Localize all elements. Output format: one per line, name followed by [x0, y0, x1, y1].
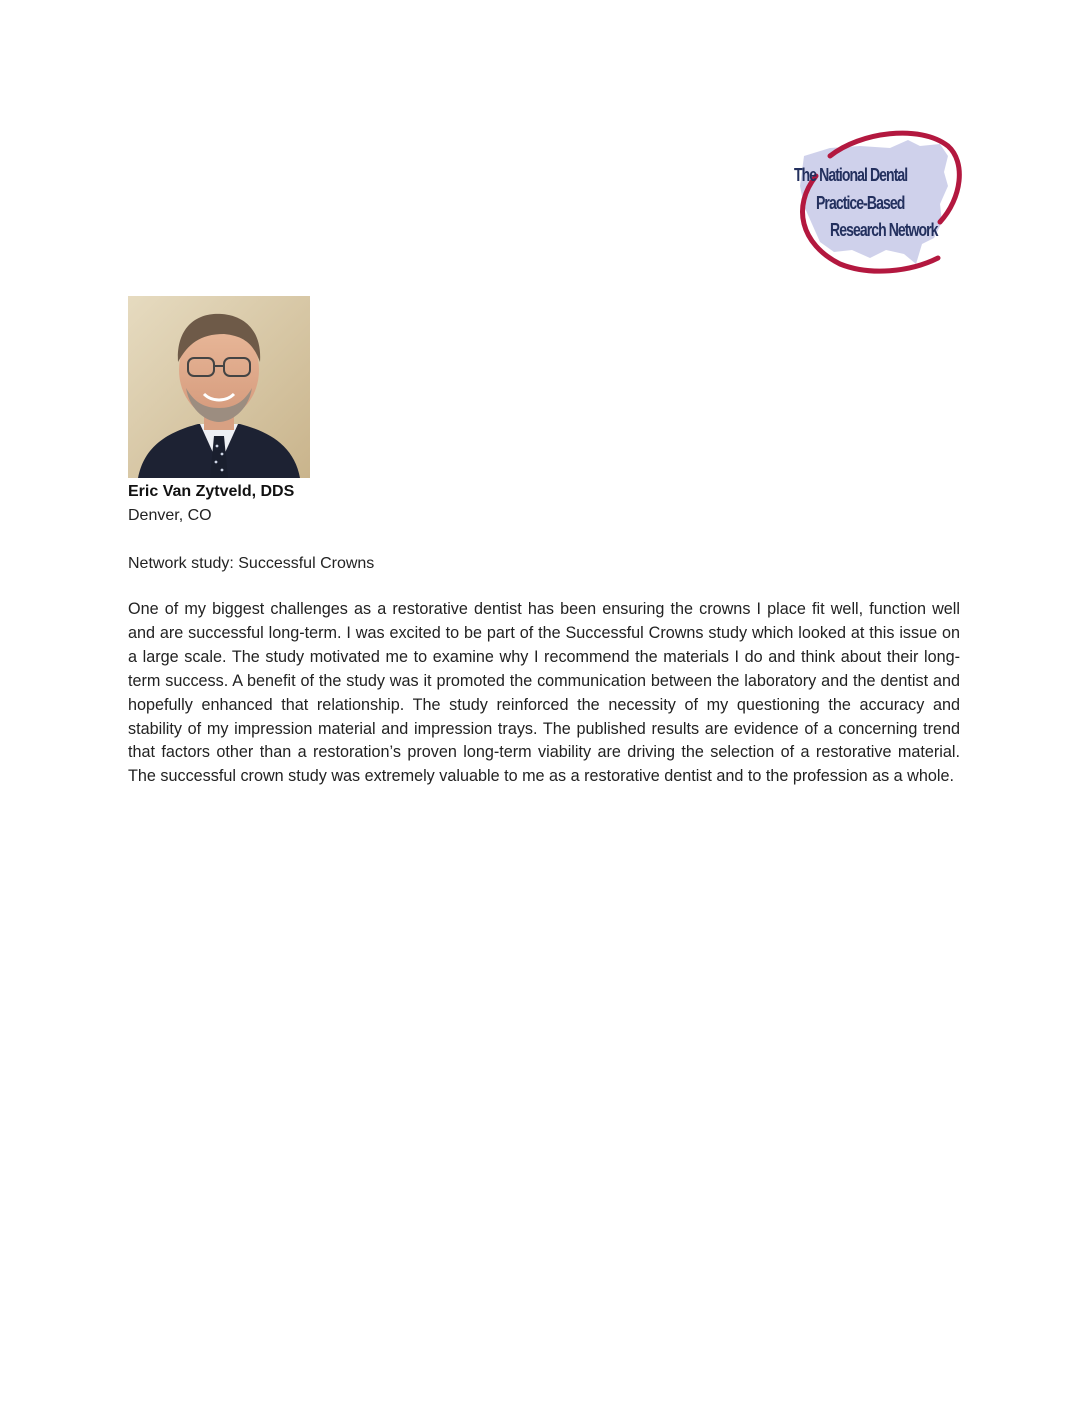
logo-line-3: Research Network: [830, 220, 938, 240]
logo-line-2: Practice-Based: [816, 193, 905, 213]
network-study-label: Network study: Successful Crowns: [128, 555, 375, 572]
logo-text: [790, 126, 966, 276]
testimonial-paragraph: One of my biggest challenges as a restorative dentist has been ensuring the crowns I place fit well, function well and are successful long-term. I was excited to be part of the Successful Crowns study which looked at this issue on a large scale. The study motivated me to examine why I recommend the materials I do and think about their long-term success. A benefit of the study was it promoted the communication between the laboratory and the dentist and hopefully enhanced that relationship. The study reinforced the necessity of my questioning the accuracy and stability of my impression material and impression trays. The published results are evidence of a concerning trend that factors other than a restoration’s proven long-term viability are driving the selection of a restorative material. The successful crown study was extremely valuable to me as a restorative dentist and to the profession as a whole.: [128, 600, 960, 786]
profile-location: Denver, CO: [128, 507, 212, 524]
profile-name: Eric Van Zytveld, DDS: [128, 483, 295, 500]
profile-photo: [128, 296, 310, 478]
network-logo: [790, 126, 966, 276]
logo-line-1: The National Dental: [794, 165, 908, 185]
